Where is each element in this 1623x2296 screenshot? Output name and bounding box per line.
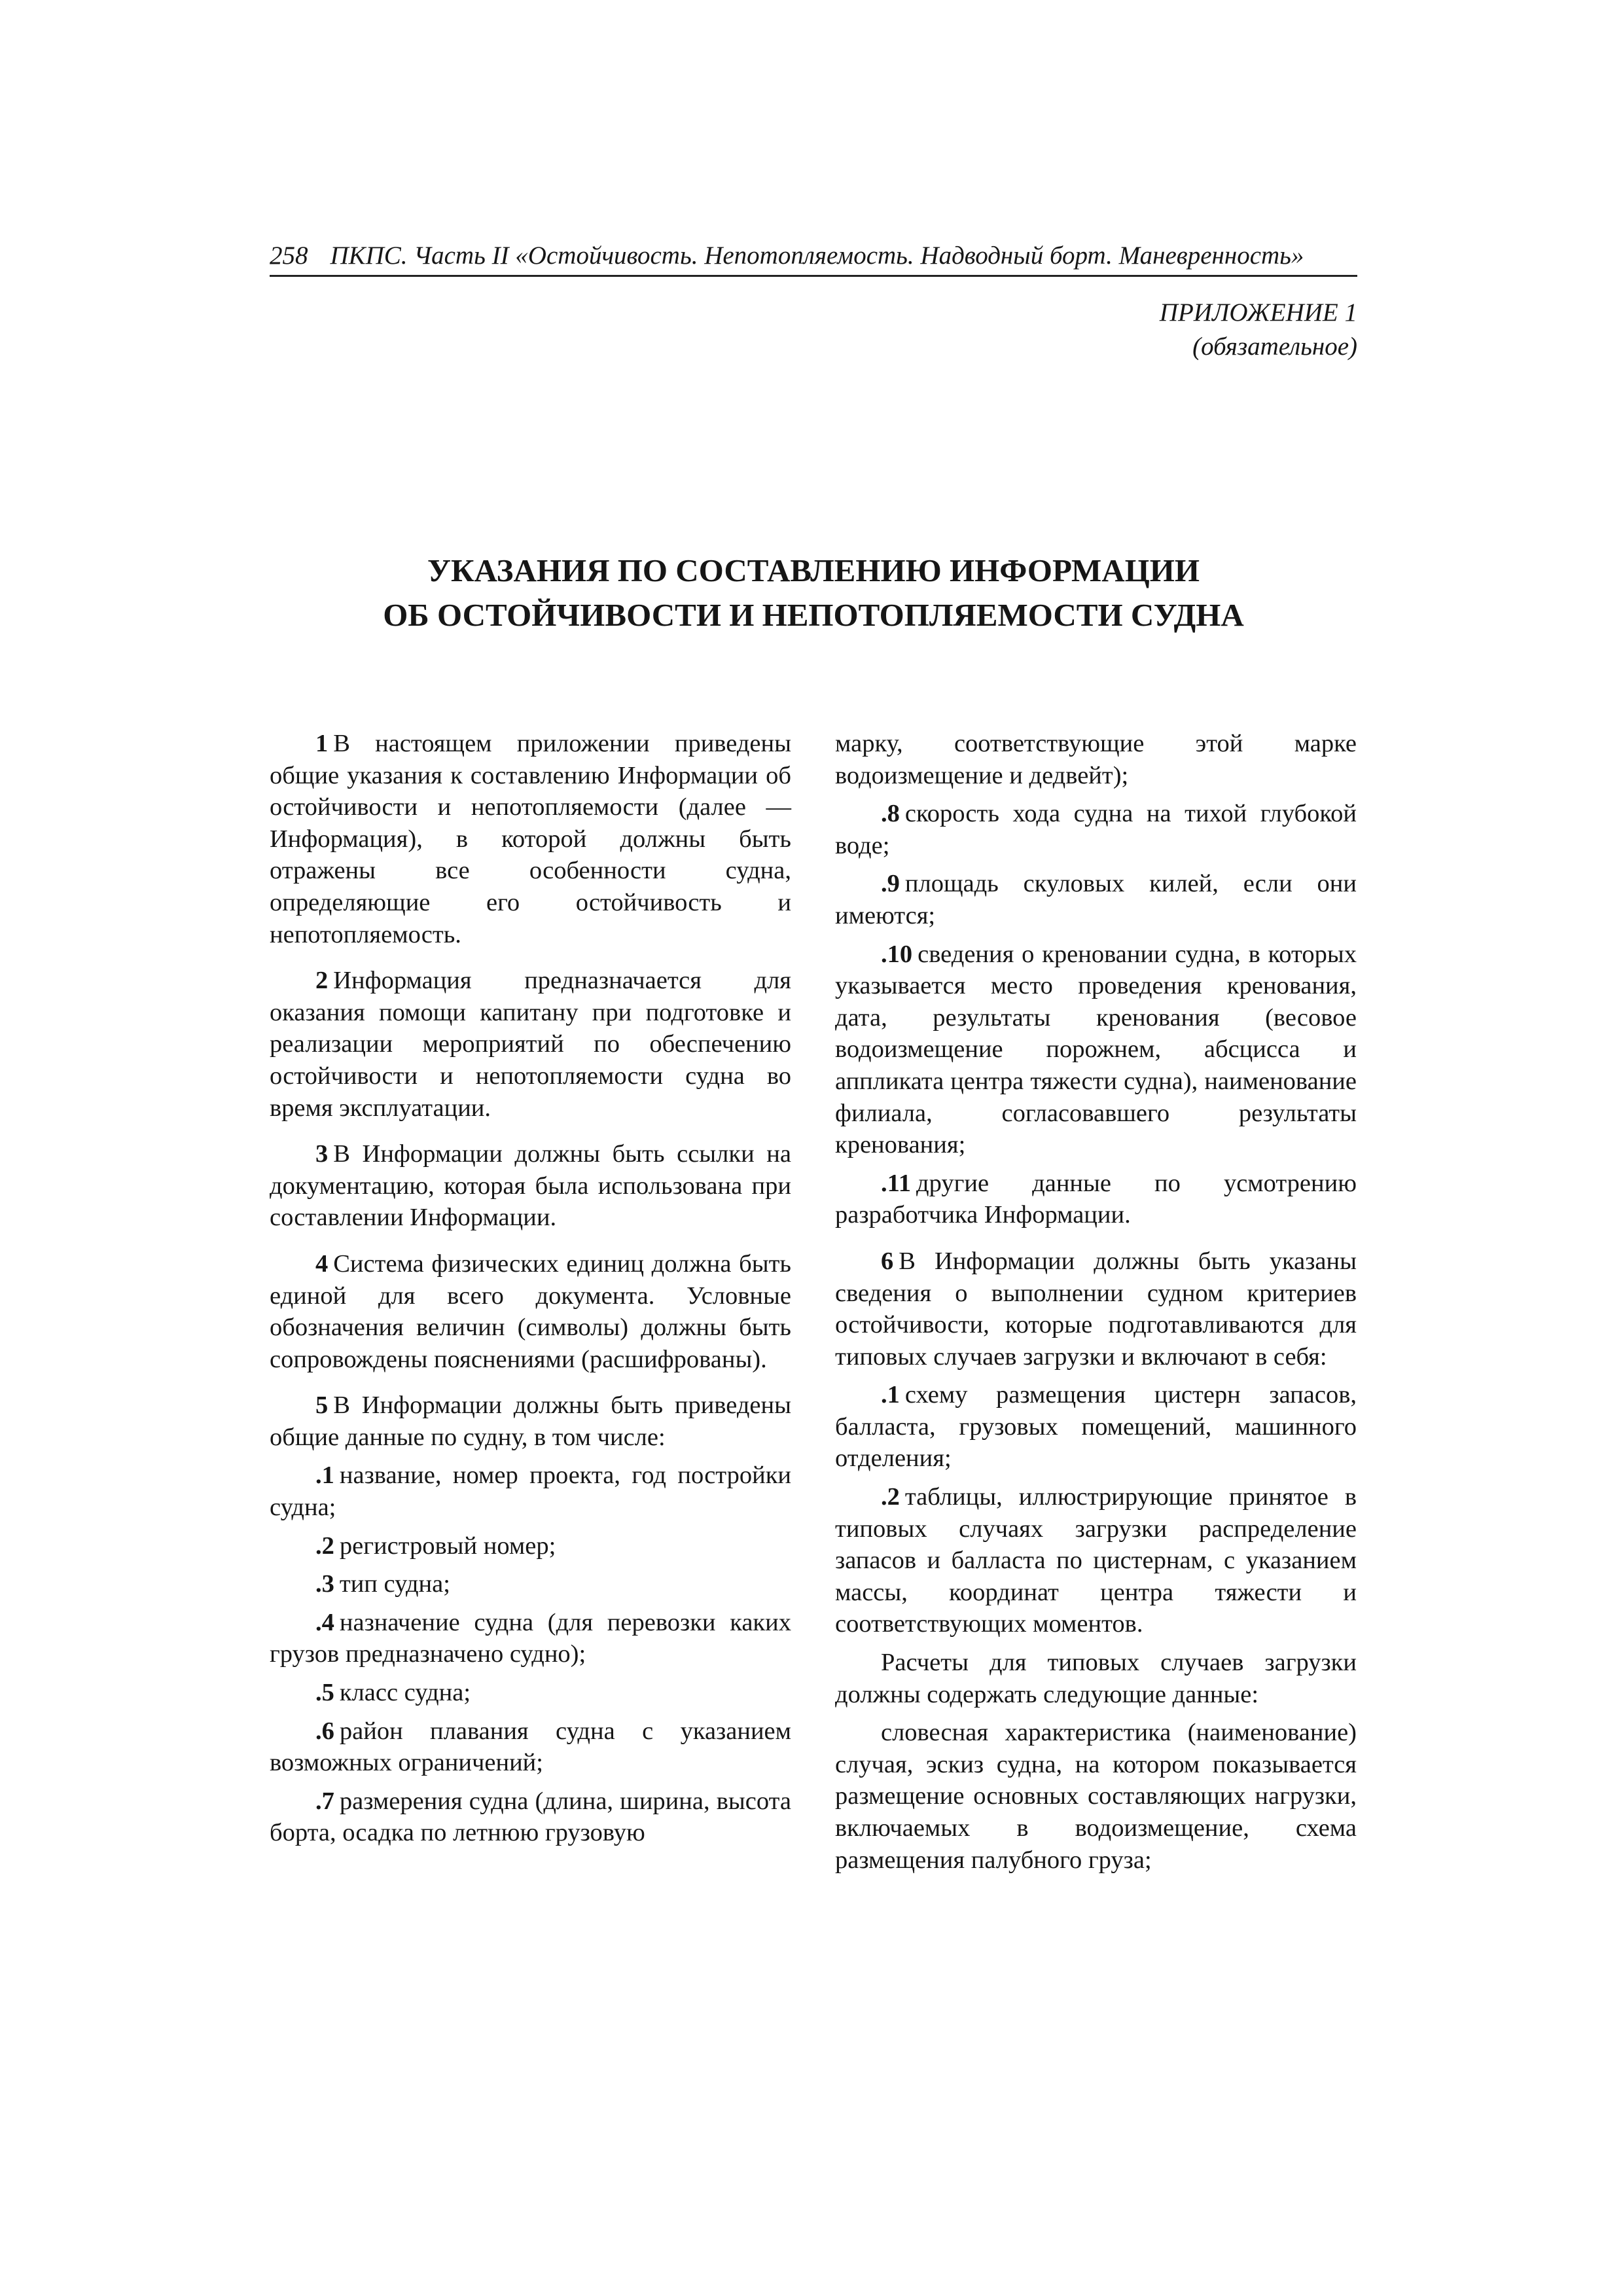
paragraph-number: 6	[881, 1247, 894, 1275]
list-item-5-6	[270, 1715, 791, 1779]
paragraph-number: 4	[315, 1249, 329, 1278]
appendix-label: ПРИЛОЖЕНИЕ 1	[1159, 298, 1357, 327]
item-text: назначение судна (для перевозки каких грузов предназначено судно);	[270, 1608, 791, 1668]
list-item-6-1	[835, 1379, 1357, 1475]
item-number: .1	[315, 1462, 334, 1490]
item-text: регистровый номер;	[339, 1532, 556, 1560]
paragraph-text: В настоящем приложении приведены общие указания к составлению Информации об остойчивости и непотопляемости (далее — Информация), в которой должны быть отражены все особенности судна, определяющие его остойчивость и непотопляемость.	[270, 730, 791, 948]
paragraph-2	[270, 965, 791, 1124]
item-number: .11	[881, 1169, 912, 1197]
list-item-5-1	[270, 1460, 791, 1523]
item-text: скорость хода судна на тихой глубокой воде;	[835, 800, 1357, 859]
item-number: .5	[315, 1679, 334, 1707]
item-number: .4	[315, 1608, 334, 1636]
appendix-status: (обязательное)	[1192, 332, 1357, 361]
list-item-5-9	[835, 868, 1357, 931]
paragraph-6	[835, 1246, 1357, 1372]
paragraph-5	[270, 1390, 791, 1453]
paragraph-text: В Информации должны быть приведены общие данные по судну, в том числе:	[270, 1391, 791, 1451]
list-item-5-3	[270, 1568, 791, 1600]
list-item-5-7-continued: марку, соответствующие этой марке водоизмещение и дедвейт);	[835, 730, 1357, 789]
list-item-5-11	[835, 1168, 1357, 1231]
paragraph-4	[270, 1248, 791, 1375]
paragraph-number: 2	[315, 967, 329, 995]
running-title: ПКПС. Часть II «Остойчивость. Непотопляемость. Надводный борт. Маневренность»	[330, 242, 1304, 270]
item-text: другие данные по усмотрению разработчика Информации.	[835, 1169, 1357, 1229]
item-text: размерения судна (длина, ширина, высота борта, осадка по летнюю грузовую	[270, 1787, 791, 1847]
paragraph-text: В Информации должны быть указаны сведения о выполнении судном критериев остойчивости, которые подготавливаются для типовых случаев загрузки и включают в себя:	[835, 1247, 1357, 1371]
title-line-2: ОБ ОСТОЙЧИВОСТИ И НЕПОТОПЛЯЕМОСТИ СУДНА	[383, 597, 1244, 633]
item-number: .2	[881, 1483, 900, 1511]
list-item-5-8	[835, 798, 1357, 861]
list-item-5-10	[835, 939, 1357, 1161]
paragraph-number: 1	[315, 730, 329, 757]
item-text: схему размещения цистерн запасов, балласта, грузовых помещений, машинного отделения;	[835, 1381, 1357, 1473]
list-item-5-2	[270, 1530, 791, 1562]
item-number: .9	[881, 870, 900, 898]
calculations-paragraph: Расчеты для типовых случаев загрузки должны содержать следующие данные:	[835, 1649, 1357, 1708]
list-item-5-7	[270, 1785, 791, 1849]
item-text: класс судна;	[339, 1679, 471, 1707]
item-number: .6	[315, 1717, 334, 1745]
left-column	[270, 728, 791, 1849]
appendix-block	[1160, 296, 1357, 364]
paragraph-number: 3	[315, 1140, 329, 1168]
verbal-characteristic-paragraph: словесная характеристика (наименование) случая, эскиз судна, на котором показывается размещение основных составляющих нагрузки, включаемых в водоизмещение, схема размещения палубного груза;	[835, 1719, 1357, 1874]
right-column	[835, 728, 1357, 1876]
item-text: тип судна;	[339, 1570, 450, 1598]
item-number: .2	[315, 1532, 334, 1560]
paragraph-1	[270, 728, 791, 950]
paragraph-number: 5	[315, 1391, 329, 1420]
item-number: .3	[315, 1570, 334, 1598]
item-text: таблицы, иллюстрирующие принятое в типовых случаях загрузки распределение запасов и балласта по цистернам, с указанием массы, координат центра тяжести и соответствующих моментов.	[835, 1483, 1357, 1638]
item-text: район плавания судна с указанием возможных ограничений;	[270, 1717, 791, 1777]
list-item-6-2	[835, 1481, 1357, 1640]
item-number: .10	[881, 940, 913, 968]
item-number: .7	[315, 1787, 334, 1815]
running-header	[270, 240, 1357, 277]
paragraph-text: Система физических единиц должна быть единой для всего документа. Условные обозначения величин (символы) должны быть сопровождены пояснениями (расшифрованы).	[270, 1249, 791, 1373]
item-text: название, номер проекта, год постройки судна;	[270, 1462, 791, 1522]
page-number: 258	[270, 242, 308, 270]
paragraph-text: Информация предназначается для оказания помощи капитану при подготовке и реализации мероприятий по обеспечению остойчивости и непотопляемости судна во время эксплуатации.	[270, 967, 791, 1122]
item-number: .1	[881, 1381, 900, 1409]
title-line-1: УКАЗАНИЯ ПО СОСТАВЛЕНИЮ ИНФОРМАЦИИ	[427, 552, 1200, 588]
list-item-5-5	[270, 1677, 791, 1709]
list-item-5-4	[270, 1607, 791, 1670]
item-text: сведения о креновании судна, в которых указывается место проведения кренования, дата, результаты кренования (весовое водоизмещение порожнем, абсцисса и аппликата центра тяжести судна), наименование филиала, согласовавшего результаты кренования;	[835, 940, 1357, 1159]
document-title	[270, 548, 1357, 637]
paragraph-3	[270, 1138, 791, 1234]
item-number: .8	[881, 800, 900, 828]
paragraph-text: В Информации должны быть ссылки на документацию, которая была использована при составлении Информации.	[270, 1140, 791, 1232]
item-text: площадь скуловых килей, если они имеются;	[835, 870, 1357, 929]
